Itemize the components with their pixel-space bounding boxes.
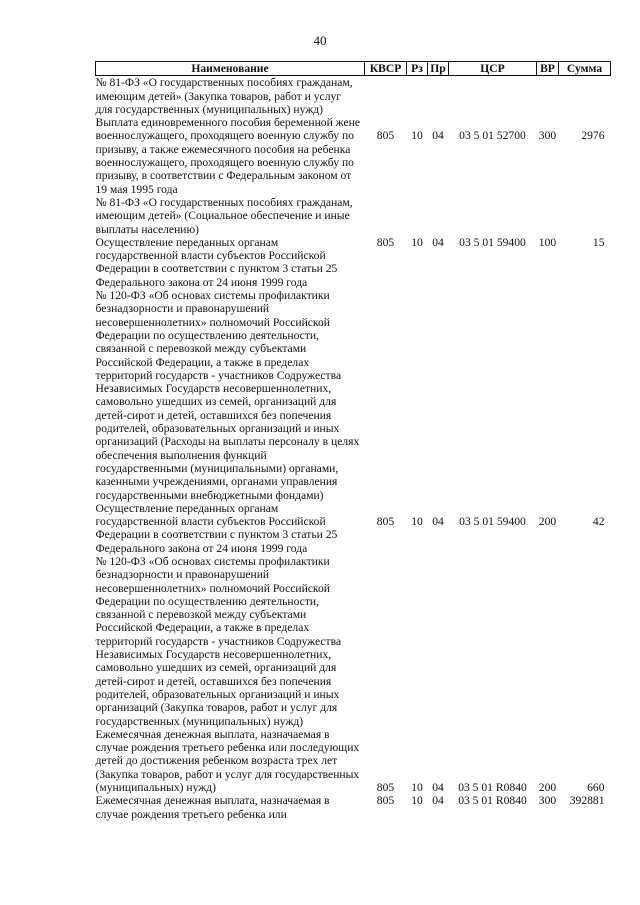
row-sum: 2976 bbox=[581, 129, 605, 143]
header-vr: ВР bbox=[537, 62, 559, 76]
row-sum: 42 bbox=[592, 515, 605, 529]
row-csr: 03 5 01 59400 bbox=[459, 515, 526, 529]
row-name: Выплата единовременного пособия беременной жене военнослужащего, проходящего военную службу по призыву, а также ежемесячного пособия на ребенка военнослужащего, проходящего военную службу по призыву, в соответствии с Федеральным законом от 19 мая 1995 года bbox=[95, 116, 361, 196]
header-csr: ЦСР bbox=[449, 62, 537, 76]
row-sum: 660 bbox=[587, 780, 605, 794]
header-kvsr: КВСР bbox=[365, 62, 407, 76]
row-name-cell bbox=[96, 76, 365, 196]
row-kvsr: 805 bbox=[376, 794, 395, 808]
table-row bbox=[96, 76, 611, 196]
header-pr: Пр bbox=[428, 62, 449, 76]
header-name: Наименование bbox=[96, 62, 365, 76]
row-name: Ежемесячная денежная выплата, назначаемая в случае рождения третьего ребенка или последующих детей до достижения ребенком возраста трех лет (Закупка товаров, работ и услуг для государственных (муниципальных) нужд) bbox=[95, 727, 360, 795]
row-name: Осуществление переданных органам государственной власти субъектов Российской Федерации в соответствии с пунктом 3 статьи 25 Федерального закона от 24 июня 1999 года bbox=[95, 501, 338, 555]
table-row bbox=[96, 794, 611, 821]
row-rz: 10 bbox=[411, 515, 423, 529]
table-row bbox=[96, 289, 611, 555]
row-name-cell bbox=[96, 196, 365, 289]
row-kvsr: 805 bbox=[376, 129, 395, 143]
row-name: Ежемесячная денежная выплата, назначаемая в случае рождения третьего ребенка или bbox=[95, 794, 330, 821]
continuation-text: № 81-ФЗ «О государственных пособиях гражданам, имеющим детей» (Закупка товаров, работ и услуг для государственных (муниципальных) нужд) bbox=[95, 76, 353, 116]
budget-table bbox=[95, 61, 611, 821]
row-pr: 04 bbox=[432, 794, 444, 808]
row-pr: 04 bbox=[432, 780, 444, 794]
row-rz: 10 bbox=[411, 794, 423, 808]
row-kvsr: 805 bbox=[376, 235, 395, 249]
row-sum: 392881 bbox=[569, 794, 605, 808]
continuation-text: № 120-ФЗ «Об основах системы профилактики безнадзорности и правонарушений несовершеннолетних» полномочий Российской Федерации по осуществлению деятельности, связанной с перевозкой между субъектами Российской Федерации, а также в пределах территорий государств - участников Содружества Независимых Государств несовершеннолетних, самовольно ушедших из семей, организаций для детей-сирот и детей, оставшихся без попечения родителей, образовательных организаций и иных организаций (Расходы на выплаты персоналу в целях обеспечения выполнения функций государственными (муниципальными) органами, казенными учреждениями, органами управления государственными внебюджетными фондами) bbox=[95, 289, 360, 502]
row-csr: 03 5 01 R0840 bbox=[458, 780, 527, 794]
continuation-text: № 120-ФЗ «Об основах системы профилактики безнадзорности и правонарушений несовершеннолетних» полномочий Российской Федерации по осуществлению деятельности, связанной с перевозкой между субъектами Российской Федерации, а также в пределах территорий государств - участников Содружества Независимых Государств несовершеннолетних, самовольно ушедших из семей, организаций для детей-сирот и детей, оставшихся без попечения родителей, образовательных организаций и иных организаций (Закупка товаров, работ и услуг для государственных (муниципальных) нужд) bbox=[95, 554, 342, 728]
table-header-row bbox=[96, 62, 611, 76]
row-vr: 300 bbox=[538, 794, 557, 808]
row-csr: 03 5 01 59400 bbox=[459, 235, 526, 249]
row-csr: 03 5 01 52700 bbox=[459, 129, 526, 143]
header-rz: Рз bbox=[407, 62, 428, 76]
row-name-cell bbox=[96, 289, 365, 555]
row-vr: 200 bbox=[538, 515, 557, 529]
row-rz: 10 bbox=[411, 129, 423, 143]
row-rz: 10 bbox=[411, 780, 423, 794]
row-vr: 300 bbox=[538, 129, 557, 143]
row-kvsr: 805 bbox=[376, 515, 395, 529]
row-name-cell bbox=[96, 555, 365, 794]
table-row bbox=[96, 196, 611, 289]
continuation-text: № 81-ФЗ «О государственных пособиях гражданам, имеющим детей» (Социальное обеспечение и иные выплаты населению) bbox=[95, 195, 353, 236]
row-sum: 15 bbox=[592, 235, 605, 249]
table-row bbox=[96, 555, 611, 794]
row-rz: 10 bbox=[411, 235, 423, 249]
row-pr: 04 bbox=[432, 235, 444, 249]
header-sum: Сумма bbox=[559, 62, 611, 76]
row-kvsr: 805 bbox=[376, 780, 395, 794]
row-name: Осуществление переданных органам государственной власти субъектов Российской Федерации в соответствии с пунктом 3 статьи 25 Федерального закона от 24 июня 1999 года bbox=[95, 235, 338, 289]
row-pr: 04 bbox=[432, 515, 444, 529]
row-vr: 100 bbox=[538, 235, 557, 249]
row-name-cell bbox=[96, 794, 365, 821]
page-number: 40 bbox=[313, 33, 327, 48]
row-pr: 04 bbox=[432, 129, 444, 143]
row-vr: 200 bbox=[538, 780, 557, 794]
row-csr: 03 5 01 R0840 bbox=[458, 794, 527, 808]
